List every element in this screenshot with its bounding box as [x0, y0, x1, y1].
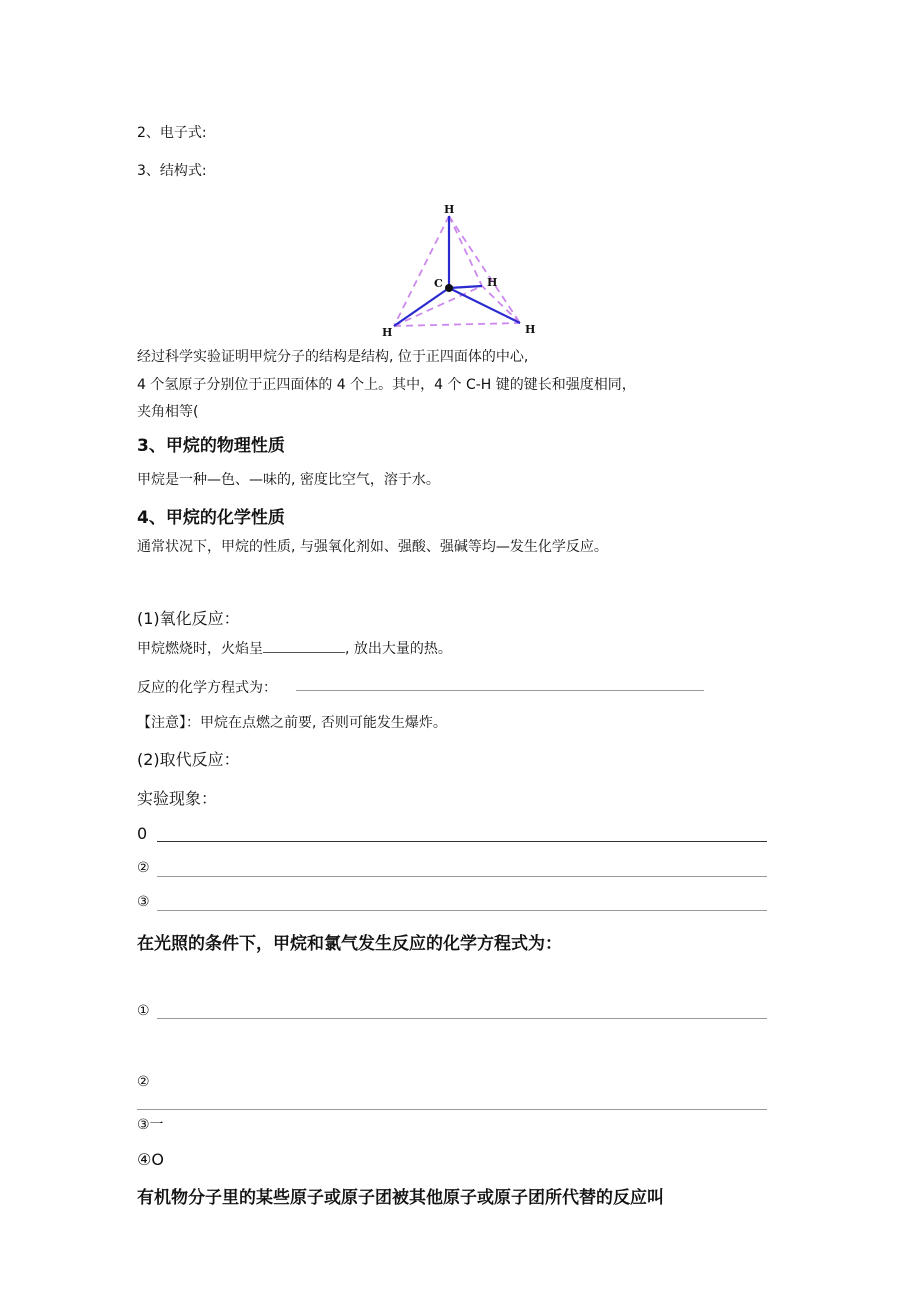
atom-h-right: H: [487, 276, 498, 289]
physical-properties-text: 甲烷是一种—色、—味的, 密度比空气，溶于水。: [137, 472, 440, 488]
tetra-edge-br-back: [482, 286, 520, 323]
equation-marker-4: ④O: [137, 1150, 164, 1169]
equation-marker-1: ①: [137, 1003, 150, 1019]
bond-c-h-bottom-left: [394, 288, 449, 326]
combustion-equation-label: 反应的化学方程式为：: [137, 680, 277, 696]
chemical-properties-text: 通常状况下，甲烷的性质, 与强氧化剂如、强酸、强碱等均—发生化学反应。: [137, 539, 608, 555]
substitution-definition: 有机物分子里的某些原子或原子团被其他原子或原子团所代替的反应叫: [137, 1188, 664, 1208]
bond-c-h-right: [449, 286, 482, 288]
equation-blank-1: [157, 1018, 767, 1019]
atom-h-top: H: [444, 203, 455, 216]
tetra-edge-bl-back: [394, 286, 482, 326]
equation-marker-2: ②: [137, 1074, 150, 1090]
oxidation-heading: (1)氧化反应：: [137, 609, 240, 628]
structure-text-line1: 经过科学实验证明甲烷分子的结构是结构, 位于正四面体的中心,: [137, 349, 529, 365]
equation-blank-2: [137, 1109, 767, 1110]
atom-h-bottom-right: H: [525, 323, 536, 336]
electronic-formula-label: 2、电子式:: [137, 125, 207, 141]
phenomenon-marker-1: 0: [137, 824, 148, 843]
tetra-edge-top-back: [449, 216, 482, 286]
substitution-heading: (2)取代反应：: [137, 750, 240, 769]
structure-text-line2: 4 个氢原子分别位于正四面体的 4 个上。其中，4 个 C-H 键的键长和强度相同，: [137, 377, 636, 393]
phenomenon-blank-3: [157, 910, 767, 911]
phenomena-heading: 实验现象：: [137, 789, 218, 808]
phenomenon-marker-2: ②: [137, 860, 150, 876]
phenomenon-blank-2: [157, 876, 767, 877]
flame-color-blank: [263, 638, 345, 653]
equation-marker-3: ③一: [137, 1117, 164, 1133]
tetra-edge-top-right: [449, 216, 520, 323]
tetra-edge-top-left: [394, 216, 449, 326]
combustion-text-before: 甲烷燃烧时，火焰呈: [137, 641, 263, 657]
atom-c: C: [434, 277, 443, 290]
methane-structure-diagram: [370, 196, 550, 344]
carbon-atom-dot: [445, 284, 453, 292]
phenomenon-marker-3: ③: [137, 894, 150, 910]
tetra-edge-bottom: [394, 323, 520, 326]
combustion-sentence: [137, 638, 452, 658]
light-reaction-heading: 在光照的条件下，甲烷和氯气发生反应的化学方程式为：: [137, 934, 562, 954]
chemical-properties-heading: 4、甲烷的化学性质: [137, 508, 285, 528]
atom-h-bottom-left: H: [382, 326, 393, 339]
ignition-note: 【注意】：甲烷在点燃之前要, 否则可能发生爆炸。: [137, 715, 447, 731]
physical-properties-heading: 3、甲烷的物理性质: [137, 436, 285, 456]
phenomenon-blank-1: [157, 841, 767, 842]
structural-formula-label: 3、结构式:: [137, 163, 207, 179]
combustion-text-after: , 放出大量的热。: [345, 641, 452, 657]
combustion-equation-blank: [296, 690, 704, 691]
structure-text-line3: 夹角相等(: [137, 404, 199, 420]
bond-c-h-bottom-right: [449, 288, 520, 323]
